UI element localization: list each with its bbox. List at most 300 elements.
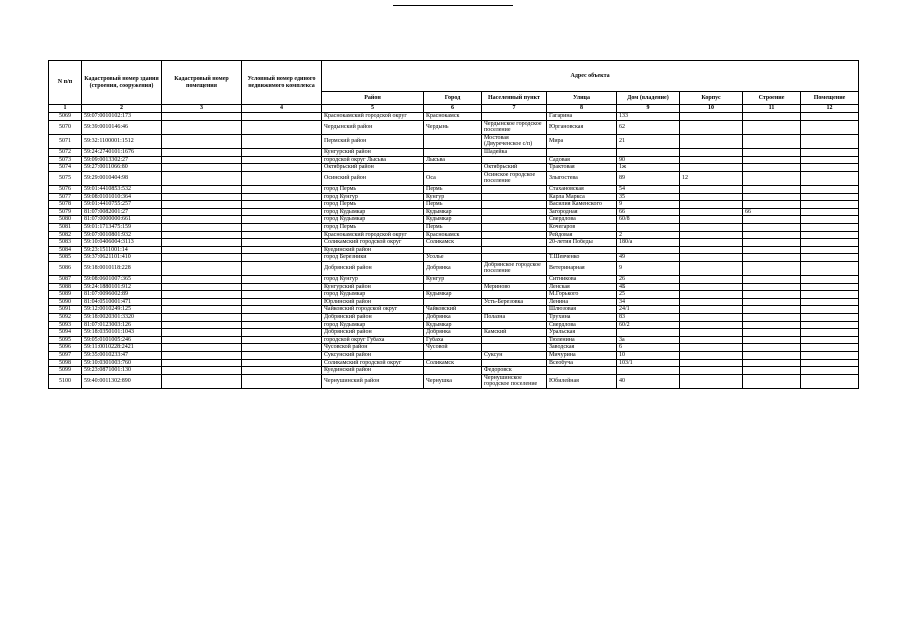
cell-cad-room (162, 306, 242, 314)
cell-city: Пермь (424, 185, 482, 193)
cell-cad-room (162, 314, 242, 322)
cell-district: Кунгурский район (322, 148, 424, 156)
cell-cond-complex (242, 120, 322, 134)
header-n: N п/п (49, 61, 82, 105)
cell-street: Всеобуча (547, 359, 617, 367)
cell-house: 103/1 (617, 359, 680, 367)
column-number: 10 (680, 105, 743, 113)
table-row (49, 164, 859, 172)
cell-korpus (680, 239, 743, 247)
cell-house (617, 223, 680, 231)
cell-settlement (482, 208, 547, 216)
cell-pomeshchenie (801, 374, 859, 388)
cell-house: 9 (617, 261, 680, 275)
cell-cond-complex (242, 359, 322, 367)
cell-district: Октябрьский район (322, 164, 424, 172)
cell-house (617, 148, 680, 156)
cell-street: Мира (547, 134, 617, 148)
cell-pomeshchenie (801, 254, 859, 262)
cell-stroenie (743, 113, 801, 121)
cell-district: Чайковский городской округ (322, 306, 424, 314)
cell-house: 66 (617, 208, 680, 216)
cell-stroenie (743, 254, 801, 262)
cell-pomeshchenie (801, 113, 859, 121)
cell-korpus (680, 231, 743, 239)
cell-number: 5100 (49, 374, 82, 388)
cell-number: 5073 (49, 156, 82, 164)
cell-stroenie (743, 239, 801, 247)
cell-number: 5093 (49, 321, 82, 329)
cell-stroenie (743, 201, 801, 209)
cell-house (617, 246, 680, 254)
cell-cad-building: 59:10:0301003:760 (82, 359, 162, 367)
cell-settlement: Камский (482, 329, 547, 337)
cell-house: 21 (617, 134, 680, 148)
cell-pomeshchenie (801, 283, 859, 291)
cell-korpus (680, 283, 743, 291)
cell-cond-complex (242, 171, 322, 185)
cell-settlement (482, 254, 547, 262)
cell-cond-complex (242, 344, 322, 352)
header-address: Адрес объекта (322, 61, 859, 92)
cell-street (547, 246, 617, 254)
cell-city (424, 367, 482, 375)
cell-pomeshchenie (801, 344, 859, 352)
cell-korpus (680, 164, 743, 172)
cell-cond-complex (242, 298, 322, 306)
cell-number: 5089 (49, 291, 82, 299)
cell-house: 133 (617, 113, 680, 121)
cell-korpus (680, 156, 743, 164)
cell-city: Усолье (424, 254, 482, 262)
cell-pomeshchenie (801, 306, 859, 314)
cell-korpus (680, 113, 743, 121)
cell-city: Добрянка (424, 314, 482, 322)
cell-cond-complex (242, 291, 322, 299)
cell-settlement (482, 359, 547, 367)
cell-settlement (482, 246, 547, 254)
cell-settlement (482, 231, 547, 239)
cell-cond-complex (242, 134, 322, 148)
cell-number: 5080 (49, 216, 82, 224)
cell-pomeshchenie (801, 321, 859, 329)
table-row (49, 298, 859, 306)
column-number-row (49, 105, 859, 113)
cell-cad-room (162, 374, 242, 388)
cell-house: 49 (617, 254, 680, 262)
cell-district: Суксунский район (322, 352, 424, 360)
cell-stroenie (743, 231, 801, 239)
cell-city (424, 134, 482, 148)
cell-street: Тюленина (547, 336, 617, 344)
cell-district: Чердынский район (322, 120, 424, 134)
cell-stroenie (743, 164, 801, 172)
cell-district: Пермский район (322, 134, 424, 148)
cell-stroenie (743, 261, 801, 275)
cell-city: Лысьва (424, 156, 482, 164)
cell-cad-building: 59:18:0010118:228 (82, 261, 162, 275)
cell-city: Чусовой (424, 344, 482, 352)
cell-district: город Кудымкар (322, 291, 424, 299)
cell-pomeshchenie (801, 291, 859, 299)
column-number: 3 (162, 105, 242, 113)
cell-cond-complex (242, 208, 322, 216)
cell-stroenie (743, 283, 801, 291)
cell-street: Свердлова (547, 321, 617, 329)
cell-street: М.Горького (547, 291, 617, 299)
cell-stroenie (743, 314, 801, 322)
cell-district: город Березники (322, 254, 424, 262)
cell-settlement (482, 336, 547, 344)
cell-cad-room (162, 156, 242, 164)
cell-street: Уральская (547, 329, 617, 337)
cell-street: Рейдовая (547, 231, 617, 239)
cell-settlement (482, 291, 547, 299)
cell-number: 5094 (49, 329, 82, 337)
cell-street: Свердлова (547, 216, 617, 224)
cell-cad-room (162, 171, 242, 185)
table-row (49, 336, 859, 344)
cell-cad-room (162, 231, 242, 239)
cell-district: Соликамский городской округ (322, 359, 424, 367)
cell-district: город Кунгур (322, 193, 424, 201)
cell-number: 5081 (49, 223, 82, 231)
cell-pomeshchenie (801, 359, 859, 367)
cell-cond-complex (242, 261, 322, 275)
table-row (49, 239, 859, 247)
cell-cad-room (162, 120, 242, 134)
cell-street: Василия Каменского (547, 201, 617, 209)
cell-city: Кудымкар (424, 321, 482, 329)
cell-district: городской округ Губаха (322, 336, 424, 344)
cell-stroenie (743, 336, 801, 344)
cell-cad-room (162, 208, 242, 216)
cell-cad-building: 59:01:4410853:532 (82, 185, 162, 193)
column-number: 1 (49, 105, 82, 113)
cell-cond-complex (242, 329, 322, 337)
cell-settlement (482, 321, 547, 329)
cell-stroenie (743, 276, 801, 284)
cell-cad-room (162, 113, 242, 121)
cell-house: 90 (617, 156, 680, 164)
cell-house: 180/а (617, 239, 680, 247)
cell-cad-building: 59:18:0350101:1043 (82, 329, 162, 337)
cell-city: Чернушка (424, 374, 482, 388)
cell-cad-building: 59:07:0010801:932 (82, 231, 162, 239)
cell-settlement: Мериново (482, 283, 547, 291)
cell-cond-complex (242, 185, 322, 193)
cell-cond-complex (242, 374, 322, 388)
cell-cad-building: 59:05:0101005:246 (82, 336, 162, 344)
cell-pomeshchenie (801, 216, 859, 224)
table-row (49, 231, 859, 239)
cell-cond-complex (242, 367, 322, 375)
cell-korpus (680, 120, 743, 134)
cell-street: Злыгостева (547, 171, 617, 185)
cell-pomeshchenie (801, 352, 859, 360)
cell-street: 20-летия Победы (547, 239, 617, 247)
cell-district: Соликамский городской округ (322, 239, 424, 247)
header-cond-complex: Условный номер единого недвижимого комплекса (242, 61, 322, 105)
cell-cad-building: 81:04:0510001:471 (82, 298, 162, 306)
cell-cad-building: 81:07:0000000:661 (82, 216, 162, 224)
cell-settlement: Чердынское городское поселение (482, 120, 547, 134)
cell-street (547, 367, 617, 375)
cell-cad-building: 59:32:1100001:1512 (82, 134, 162, 148)
table-row (49, 314, 859, 322)
cell-district: Куединский район (322, 367, 424, 375)
cell-cad-building: 59:07:0010102:173 (82, 113, 162, 121)
cell-house: 54 (617, 185, 680, 193)
cell-pomeshchenie (801, 314, 859, 322)
cell-cad-room (162, 246, 242, 254)
cell-cad-building: 59:12:0010249:125 (82, 306, 162, 314)
cell-cad-building: 59:35:0010233:47 (82, 352, 162, 360)
cell-street: Заводская (547, 344, 617, 352)
column-number: 4 (242, 105, 322, 113)
cell-stroenie (743, 193, 801, 201)
cell-cad-building: 59:39:0010146:46 (82, 120, 162, 134)
cell-number: 5091 (49, 306, 82, 314)
cell-cond-complex (242, 113, 322, 121)
cell-house: 83 (617, 314, 680, 322)
table-row (49, 208, 859, 216)
cell-stroenie (743, 329, 801, 337)
cell-cad-building: 59:29:0010404:98 (82, 171, 162, 185)
cell-pomeshchenie (801, 329, 859, 337)
cell-settlement: Шадейка (482, 148, 547, 156)
cell-settlement: Усть-Березовка (482, 298, 547, 306)
cell-cad-room (162, 276, 242, 284)
cell-stroenie (743, 148, 801, 156)
cell-district: Чернушинский район (322, 374, 424, 388)
cell-settlement (482, 216, 547, 224)
header-stroenie: Строение (743, 92, 801, 105)
table-row (49, 374, 859, 388)
cell-cad-room (162, 291, 242, 299)
cell-house: 6 (617, 344, 680, 352)
cell-cond-complex (242, 276, 322, 284)
cell-city (424, 246, 482, 254)
table-row (49, 306, 859, 314)
cell-cad-building: 59:18:0020301:3320 (82, 314, 162, 322)
table-row (49, 216, 859, 224)
cell-house: 25 (617, 291, 680, 299)
column-number: 5 (322, 105, 424, 113)
cell-settlement (482, 306, 547, 314)
cell-street: Гагарина (547, 113, 617, 121)
cell-pomeshchenie (801, 298, 859, 306)
cell-cad-building: 59:08:0601007:365 (82, 276, 162, 284)
cell-settlement (482, 344, 547, 352)
cell-settlement (482, 223, 547, 231)
cell-number: 5085 (49, 254, 82, 262)
cell-cad-building: 59:24:1880101:912 (82, 283, 162, 291)
cell-city (424, 298, 482, 306)
cell-korpus (680, 276, 743, 284)
cell-stroenie (743, 171, 801, 185)
cell-settlement (482, 193, 547, 201)
cell-korpus (680, 367, 743, 375)
table-row (49, 201, 859, 209)
cell-street: Ленина (547, 298, 617, 306)
cell-number: 5078 (49, 201, 82, 209)
cell-pomeshchenie (801, 164, 859, 172)
column-number: 12 (801, 105, 859, 113)
cell-house: 89 (617, 171, 680, 185)
cell-cad-building: 59:11:0010228:2421 (82, 344, 162, 352)
cell-district: Краснокамский городской округ (322, 231, 424, 239)
cell-cond-complex (242, 283, 322, 291)
cell-cad-room (162, 148, 242, 156)
cell-district: Добрянский район (322, 314, 424, 322)
cell-number: 5079 (49, 208, 82, 216)
cell-pomeshchenie (801, 201, 859, 209)
cell-cad-building: 59:24:2740101:1676 (82, 148, 162, 156)
cell-house (617, 367, 680, 375)
cell-city: Чайковский (424, 306, 482, 314)
cell-pomeshchenie (801, 156, 859, 164)
cell-street: Карла Маркса (547, 193, 617, 201)
cell-stroenie: 66 (743, 208, 801, 216)
cell-street: Ситникова (547, 276, 617, 284)
cell-district: город Пермь (322, 201, 424, 209)
cell-korpus (680, 359, 743, 367)
cell-pomeshchenie (801, 261, 859, 275)
cell-city: Кунгур (424, 276, 482, 284)
cell-stroenie (743, 156, 801, 164)
cell-house: 9 (617, 201, 680, 209)
header-district: Район (322, 92, 424, 105)
column-number: 9 (617, 105, 680, 113)
cell-cad-room (162, 329, 242, 337)
cell-cad-building: 81:07:0082001:27 (82, 208, 162, 216)
header-city: Город (424, 92, 482, 105)
cell-korpus (680, 291, 743, 299)
cell-cad-room (162, 261, 242, 275)
table-row (49, 344, 859, 352)
cell-korpus (680, 344, 743, 352)
cell-cad-room (162, 134, 242, 148)
cell-korpus (680, 185, 743, 193)
cell-settlement: Мостовая (Двуреченское с/п) (482, 134, 547, 148)
cell-cad-building: 59:10:0406004:3113 (82, 239, 162, 247)
cell-stroenie (743, 185, 801, 193)
cell-number: 5082 (49, 231, 82, 239)
cell-cond-complex (242, 254, 322, 262)
cell-korpus (680, 314, 743, 322)
cell-house: 40 (617, 374, 680, 388)
cell-korpus (680, 254, 743, 262)
header-cad-room: Кадастровый номер помещения (162, 61, 242, 105)
cell-number: 5098 (49, 359, 82, 367)
cell-cad-room (162, 336, 242, 344)
cell-house: 26 (617, 276, 680, 284)
cell-settlement (482, 201, 547, 209)
table-row (49, 276, 859, 284)
cell-cad-building: 59:01:1713475:159 (82, 223, 162, 231)
table-row (49, 120, 859, 134)
cell-cad-building: 59:37:0621101:410 (82, 254, 162, 262)
cell-pomeshchenie (801, 231, 859, 239)
cell-cad-building: 59:23:1511001:14 (82, 246, 162, 254)
cell-street: Садовая (547, 156, 617, 164)
table-row (49, 246, 859, 254)
cell-number: 5072 (49, 148, 82, 156)
cell-stroenie (743, 306, 801, 314)
cell-district: городской округ Лысьва (322, 156, 424, 164)
table-row (49, 321, 859, 329)
cell-cad-room (162, 352, 242, 360)
cell-city (424, 283, 482, 291)
top-rule (393, 5, 513, 6)
column-number: 2 (82, 105, 162, 113)
cell-city: Пермь (424, 223, 482, 231)
cell-cond-complex (242, 201, 322, 209)
cell-cad-building: 59:23:0871001:130 (82, 367, 162, 375)
cell-korpus (680, 352, 743, 360)
cell-cad-room (162, 164, 242, 172)
cell-district: Краснокамский городской округ (322, 113, 424, 121)
cell-cad-building: 59:09:0013302:27 (82, 156, 162, 164)
cell-street: Трактовая (547, 164, 617, 172)
cell-cond-complex (242, 231, 322, 239)
cell-city: Краснокамск (424, 113, 482, 121)
cell-korpus (680, 223, 743, 231)
cell-city: Кунгур (424, 193, 482, 201)
cell-house: 60/2 (617, 321, 680, 329)
cell-house (617, 329, 680, 337)
cell-pomeshchenie (801, 223, 859, 231)
cell-city: Кудымкар (424, 208, 482, 216)
table-row (49, 185, 859, 193)
cell-pomeshchenie (801, 336, 859, 344)
cell-street: Ветеринарная (547, 261, 617, 275)
cell-district: город Кудымкар (322, 321, 424, 329)
header-street: Улица (547, 92, 617, 105)
cell-settlement: Октябрьский (482, 164, 547, 172)
cell-number: 5088 (49, 283, 82, 291)
cell-street (547, 148, 617, 156)
cell-korpus (680, 246, 743, 254)
cell-number: 5071 (49, 134, 82, 148)
register-table (48, 60, 859, 389)
cell-korpus (680, 298, 743, 306)
cell-cad-room (162, 239, 242, 247)
cell-district: город Кудымкар (322, 216, 424, 224)
cell-settlement (482, 239, 547, 247)
cell-cond-complex (242, 352, 322, 360)
cell-city: Соликамск (424, 239, 482, 247)
cell-stroenie (743, 367, 801, 375)
cell-house: 24/1 (617, 306, 680, 314)
table-row (49, 261, 859, 275)
cell-cad-room (162, 344, 242, 352)
cell-pomeshchenie (801, 134, 859, 148)
cell-stroenie (743, 352, 801, 360)
cell-cond-complex (242, 156, 322, 164)
cell-cond-complex (242, 239, 322, 247)
cell-city: Добрянка (424, 329, 482, 337)
cell-street: Кочегаров (547, 223, 617, 231)
cell-pomeshchenie (801, 276, 859, 284)
cell-city: Кудымкар (424, 216, 482, 224)
cell-district: город Пермь (322, 223, 424, 231)
cell-korpus (680, 261, 743, 275)
cell-settlement (482, 276, 547, 284)
cell-stroenie (743, 216, 801, 224)
table-row (49, 329, 859, 337)
